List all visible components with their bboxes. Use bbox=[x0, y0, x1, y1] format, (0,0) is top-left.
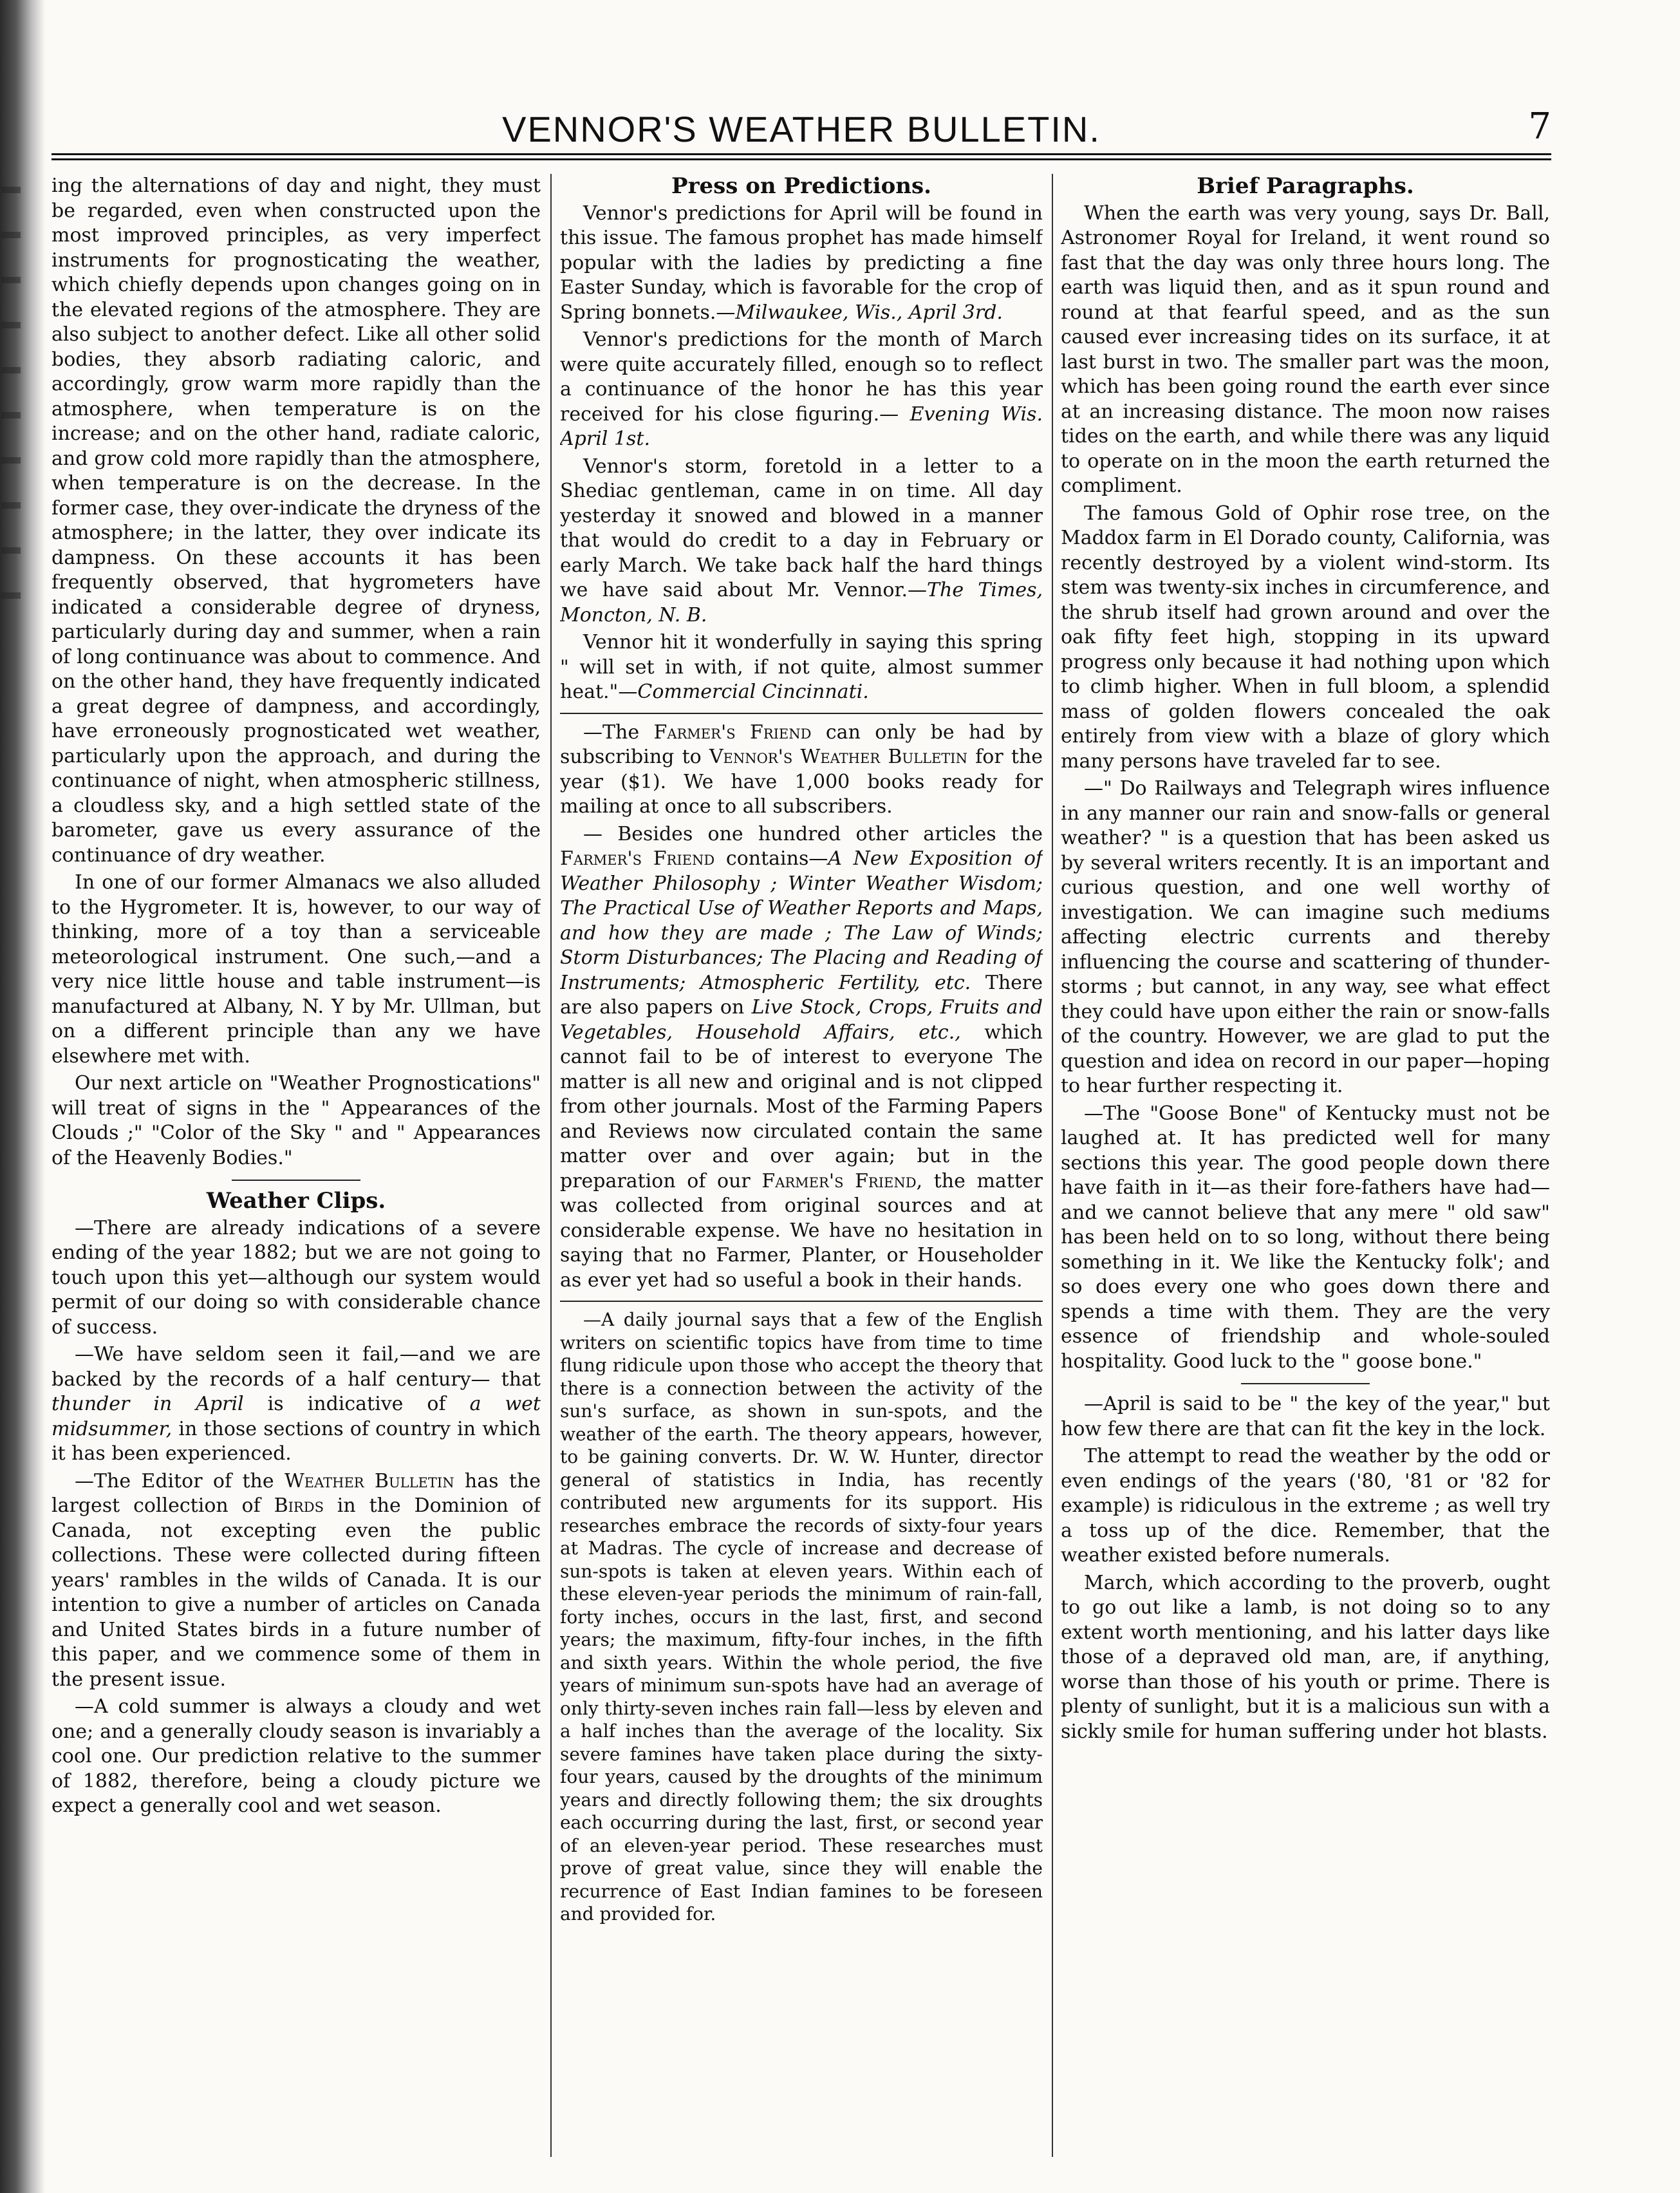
clip-birds-collection: —The Editor of the Weather Bulletin has the largest collection of Birds in the Dominion of Canada, not excepting even the public collections. These were collected during fifteen years' rambles in the wilds of Canada. It is our intention to give a number of articles on Canada and United States birds in a future number of this paper, and we commence some of them in the present issue. bbox=[51, 1469, 541, 1691]
press-milwaukee: Vennor's predictions for April will be found in this issue. The famous prophet has made himself popular with the ladies by predicting a fine Easter Sunday, which is favorable for the crop of Spring bonnets.—Milwaukee, Wis., April 3rd. bbox=[560, 202, 1043, 324]
april-key-paragraph: —April is said to be " the key of the year," but how few there are that can fit the key in the lock. bbox=[1061, 1393, 1550, 1440]
clip-thunder-april: —We have seldom seen it fail,—and we are backed by the records of a half century— that thunder in April is indicative of a wet midsummer, in those sections of country in which it has been experienced. bbox=[51, 1343, 541, 1465]
press-commercial-cincinnati: Vennor hit it wonderfully in saying this spring " will set in with, if not quite, almost summer heat."—Commercial Cincinnati. bbox=[560, 631, 1043, 703]
section-rule bbox=[560, 713, 1043, 714]
page-number: 7 bbox=[1528, 106, 1551, 147]
gold-of-ophir-paragraph: The famous Gold of Ophir rose tree, on the Maddox farm in El Dorado county, California, was recently destroyed by a violent wind-storm. Its stem was twenty-six inches in circumference, and the shrub itself had grown around and over the oak fifty feet high, stopping in its upward progress only because it had nothing upon which to climb higher. When in full bloom, a splendid mass of golden flowers concealed the oak entirely from view with a blaze of glory which many persons have traveled far to see. bbox=[1061, 502, 1550, 773]
clip-cold-summer: —A cold summer is always a cloudy and wet one; and a generally cloudy season is invariably a cool one. Our prediction relative to the summer of 1882, therefore, being a cloudy picture we expect a generally cool and wet season. bbox=[51, 1695, 541, 1817]
odd-even-years-paragraph: The attempt to read the weather by the odd or even endings of the years ('80, '81 or '82 for example) is ridiculous in the extreme ; as well try a toss up of the dice. Remember, that the weather existed before numerals. bbox=[1061, 1445, 1550, 1567]
earth-young-paragraph: When the earth was very young, says Dr. Ball, Astronomer Royal for Ireland, it went round so fast that the day was only three hours long. The earth was liquid then, and as it spun round and round at that fearful speed, and as the sun caused ever increasing tides on its surface, it at last burst in two. The smaller part was the moon, which has been going round the earth ever since at an increasing distance. The moon now raises tides on the earth, and while there was any liquid to operate on in the moon the earth returned the compliment. bbox=[1061, 202, 1550, 497]
goose-bone-paragraph: —The "Goose Bone" of Kentucky must not be laughed at. It has predicted well for many sections this year. The good people down there have faith in it—as their fore-fathers have had—and we cannot believe that any mere " old saw" has been held on to so long, without there being something in it. We like the Kentucky folk'; and so does every one who goes down there and spends a time with them. They are the very essence of friendship and whole-souled hospitality. Good luck to the " goose bone." bbox=[1061, 1102, 1550, 1373]
weather-clips-heading: Weather Clips. bbox=[206, 1188, 386, 1214]
march-lamb-paragraph: March, which according to the proverb, ought to go out like a lamb, is not doing so to any extent worth mentioning, and his latter days like those of a depraved old man, are, if anything, worse than those of his youth or prime. There is plenty of sunlight, but it is a malicious sun with a sickly smile for human suffering under hot blasts. bbox=[1061, 1571, 1550, 1743]
header-rule-bottom bbox=[51, 158, 1551, 160]
press-moncton-times: Vennor's storm, foretold in a letter to a Shediac gentleman, came in on time. All day yesterday it snowed and blowed in a manner that would do credit to a day in February or early March. We take back half the hard things we have said about Mr. Vennor.—The Times, Moncton, N. B. bbox=[560, 455, 1043, 626]
column-2 bbox=[560, 174, 1043, 2157]
column-1 bbox=[51, 174, 541, 2157]
section-rule bbox=[1241, 1383, 1370, 1384]
brief-paragraphs-heading: Brief Paragraphs. bbox=[1197, 174, 1414, 199]
farmers-friend-subscription: —The Farmer's Friend can only be had by subscribing to Vennor's Weather Bulletin for the year ($1). We have 1,000 books ready for mailing at once to all subscribers. bbox=[560, 720, 1043, 818]
publication-title: VENNOR'S WEATHER BULLETIN. bbox=[502, 109, 1101, 149]
hygrometer-almanac-paragraph: In one of our former Almanacs we also alluded to the Hygrometer. It is, however, to our way of thinking, more of a toy than a serviceable meteorological instrument. One such,—and a very nice little house and table instrument—is manufactured at Albany, N. Y by Mr. Ullman, but on a different principle than any we have elsewhere met with. bbox=[51, 871, 541, 1068]
hygrometer-continued-paragraph: ing the alternations of day and night, they must be regarded, even when constructed upon the most improved principles, as very imperfect instruments for prognosticating the weather, which chiefly depends upon changes going on in the elevated regions of the atmosphere. They are also subject to another defect. Like all other solid bodies, they absorb radiating caloric, and accordingly, grow warm more rapidly than the atmosphere, when temperature is on the increase; and on the other hand, radiate caloric, and grow cold more rapidly than the atmosphere, when temperature is on the decrease. In the former case, they over-indicate the dryness of the atmosphere; in the latter, they over indicate its dampness. On these accounts it has been frequently observed, that hygrometers have indicated a considerable degree of dryness, particularly during day and summer, when a rain of long continuance was about to commence. And on the other hand, they have frequently indicated a great degree of dampness, and accordingly, have erroneously prognosticated wet weather, particularly upon the approach, and during the continuance of night, when atmospheric stillness, a cloudless sky, and a high settled state of the barometer, gave us every assurance of the continuance of dry weather. bbox=[51, 174, 541, 867]
column-divider-2 bbox=[1052, 174, 1053, 2157]
binding-marks bbox=[1, 148, 21, 599]
sun-spots-article: —A daily journal says that a few of the English writers on scientific topics have from time to time flung ridicule upon those who accept the theory that there is a connection between the activity of the sun's surface, as shown in sun-spots, and the weather of the earth. The theory appears, however, to be gaining converts. Dr. W. W. Hunter, director general of statistics in India, has recently contributed new arguments for its support. His researches embrace the records of sixty-four years at Madras. The cycle of increase and decrease of sun-spots is taken at eleven years. Within each of these eleven-year periods the minimum of rain-fall, forty inches, occurs in the last, first, and second years; the maximum, fifty-four inches, in the fifth and sixth years. Within the whole period, the five years of minimum sun-spots have had an average of only thirty-seven inches rain fall—less by eleven and a half inches than the average of the locality. Six severe famines have taken place during the sixty-four years, caused by the droughts of the minimum years and directly following them; the six droughts each occurring during the last, first, or second year of an eleven-year period. These researches must prove of great value, since they will enable the recurrence of East Indian famines to be foreseen and provided for. bbox=[560, 1309, 1043, 1925]
press-on-predictions-heading: Press on Predictions. bbox=[671, 174, 931, 199]
column-3 bbox=[1061, 174, 1550, 2157]
farmers-friend-contents: — Besides one hundred other articles the Farmer's Friend contains—A New Exposition of Weather Philosophy ; Winter Weather Wisdom; The Practical Use of Weather Reports and Maps, and how they are made ; The Law of Winds; Storm Disturbances; The Placing and Reading of Instruments; Atmospheric Fertility, etc. There are also papers on Live Stock, Crops, Fruits and Vegetables, Household Affairs, etc., which cannot fail to be of interest to everyone The matter is all new and original and is not clipped from other journals. Most of the Farming Papers and Reviews now circulated contain the same matter over and over again; but in the preparation of our Farmer's Friend, the matter was collected from original sources and at considerable expense. We have no hesitation in saying that no Farmer, Planter, or Householder as ever yet had so useful a book in their hands. bbox=[560, 822, 1043, 1292]
page-binding-edge bbox=[0, 0, 45, 2193]
page-header bbox=[51, 103, 1551, 155]
press-evening-wis: Vennor's predictions for the month of March were quite accurately filled, enough so to reflect a continuance of the honor he has this year received for his close figuring.— Evening Wis. April 1st. bbox=[560, 328, 1043, 450]
section-rule bbox=[232, 1180, 360, 1181]
header-rule-top bbox=[51, 153, 1551, 155]
clip-severe-ending: —There are already indications of a severe ending of the year 1882; but we are not going to touch upon this yet—although our system would permit of our doing so with considerable chance of success. bbox=[51, 1216, 541, 1339]
next-article-paragraph: Our next article on "Weather Prognostications" will treat of signs in the " Appearances of the Clouds ;" "Color of the Sky " and " Appearances of the Heavenly Bodies." bbox=[51, 1072, 541, 1169]
railways-telegraph-paragraph: —" Do Railways and Telegraph wires influence in any manner our rain and snow-falls or general weather? " is a question that has been asked us by several writers recently. It is an important and curious question, and one well worthy of investigation. We can imagine such mediums affecting electric currents and thereby influencing the course and scattering of thunder-storms ; but cannot, in any way, see what effect they could have upon either the rain or snow-falls of the country. However, we are glad to put the question and idea on record in our paper—hoping to hear further respecting it. bbox=[1061, 777, 1550, 1097]
section-rule bbox=[560, 1301, 1043, 1302]
column-divider-1 bbox=[550, 174, 552, 2157]
